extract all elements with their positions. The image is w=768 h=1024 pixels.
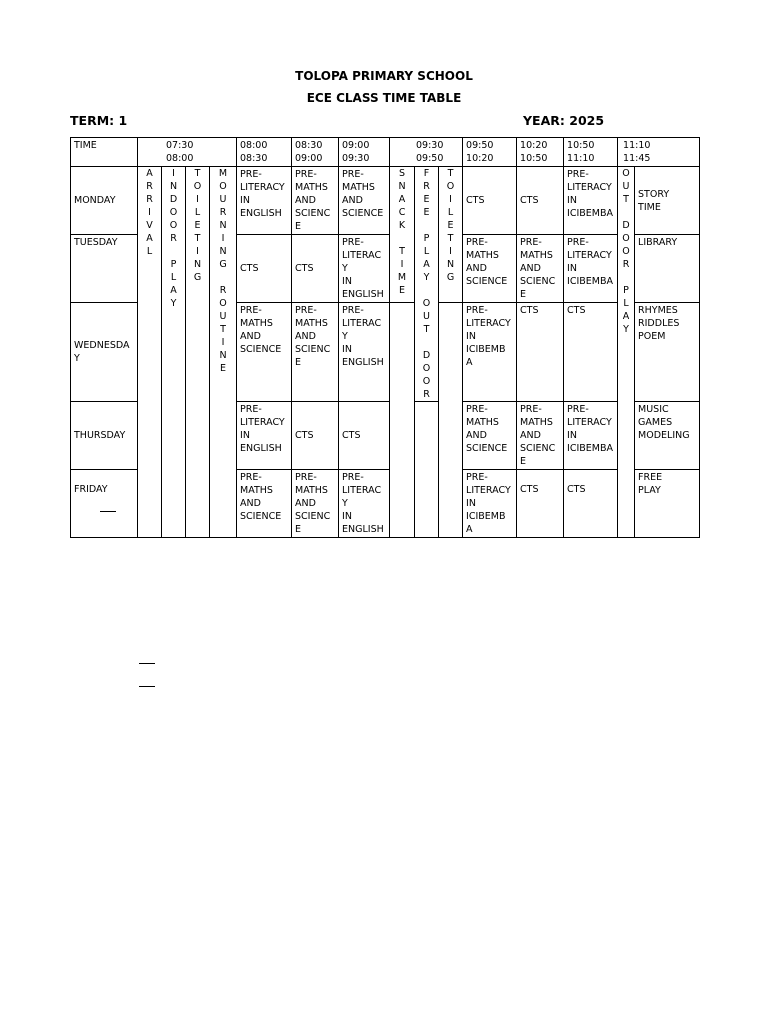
cell-line: AND [295, 195, 316, 206]
vertical-letter: N [193, 259, 202, 270]
friday-0830 [292, 470, 339, 538]
vertical-letter: M [397, 272, 407, 283]
vertical-letter: O [219, 298, 227, 309]
vertical-letter: L [194, 207, 201, 218]
school-name: TOLOPA PRIMARY SCHOOL [295, 69, 473, 83]
cell-line: CTS [342, 430, 361, 441]
vertical-letter: I [449, 246, 452, 257]
monday-1050 [564, 167, 618, 235]
cell-line: MATHS [342, 182, 375, 193]
cell-line: GAMES [638, 417, 673, 428]
wednesday-0800 [237, 303, 292, 402]
cell-line: SCIENC [295, 511, 331, 522]
cell-line: IN [240, 195, 250, 206]
cell-line: LITERACY [342, 485, 382, 509]
vertical-letter: T [194, 233, 201, 244]
cell-line: SCIENCE [520, 443, 556, 467]
monday-1020 [517, 167, 564, 235]
wednesday-1110 [635, 303, 700, 402]
cell-line: IN [342, 511, 352, 522]
vertical-letter: G [219, 259, 227, 270]
vertical-letter: I [449, 194, 452, 205]
vertical-letter: T [220, 324, 226, 335]
vertical-letter: N [219, 220, 227, 231]
vertical-letter: U [219, 311, 227, 322]
vertical-letter: A [398, 194, 406, 205]
vertical-letter: I [221, 233, 225, 244]
vertical-letter: A [146, 168, 153, 179]
vertical-letter: O [422, 298, 431, 309]
cell-line: SCIENCE [240, 344, 282, 355]
cell-line: AND [520, 263, 541, 274]
time-0900: 09:00 09:30 [339, 138, 390, 167]
cell-line: POEM [638, 331, 666, 342]
vertical-letter: E [194, 220, 201, 231]
cell-line: IN [466, 498, 476, 509]
cell-line: LITERACY [240, 182, 285, 193]
vertical-letter: P [623, 285, 629, 296]
vertical-letter: O [622, 168, 630, 179]
underline-mark-1 [100, 511, 116, 512]
time-0950: 09:50 10:20 [463, 138, 517, 167]
cell-line: SCIENCE [240, 511, 282, 522]
empty-cell-2 [439, 303, 463, 538]
cell-line: CTS [520, 484, 539, 495]
vertical-letter: A [170, 285, 177, 296]
vertical-letter: R [170, 233, 177, 244]
cell-line: ENGLISH [240, 443, 282, 454]
underline-mark-3 [139, 686, 155, 687]
thursday-0950 [463, 402, 517, 470]
vertical-letter: R [146, 181, 153, 192]
cell-line: IN [567, 430, 577, 441]
thursday-0900 [339, 402, 390, 470]
cell-line: ICIBEMB [466, 511, 506, 522]
cell-line: MATHS [466, 250, 499, 261]
vertical-letter: R [423, 181, 430, 192]
cell-line: PRE- [295, 169, 317, 180]
vertical-letter: O [446, 181, 455, 192]
cell-line: A [466, 524, 473, 535]
friday-0800 [237, 470, 292, 538]
cell-line: MATHS [240, 485, 273, 496]
cell-line: SCIENCE [466, 276, 508, 287]
vertical-letter: A [423, 259, 430, 270]
tuesday-0900 [339, 235, 390, 303]
cell-line: PRE- [295, 305, 317, 316]
cell-line: IN [342, 344, 352, 355]
vertical-letter: R [622, 259, 630, 270]
tuesday-0830 [292, 235, 339, 303]
cell-line: IN [466, 331, 476, 342]
vertical-letter: N [398, 181, 406, 192]
vertical-letter: T [623, 194, 629, 205]
vertical-letter: T [423, 324, 430, 335]
vertical-letter [415, 219, 438, 232]
vertical-letter: I [221, 337, 225, 348]
cell-line: PRE- [567, 237, 589, 248]
cell-line: IN [342, 276, 352, 287]
day-thursday: THURSDAY [71, 402, 138, 470]
cell-line: CTS [520, 195, 539, 206]
time-0930: 09:30 09:50 [390, 138, 463, 167]
cell-line: LITERACY [567, 250, 612, 261]
empty-cell-1 [390, 303, 415, 538]
cell-line: SCIENC [295, 208, 331, 219]
tuesday-0950 [463, 235, 517, 303]
day-wednesday: WEDNESDAY [71, 303, 138, 402]
vertical-letter: S [399, 168, 406, 179]
cell-line: IN [240, 430, 250, 441]
vertical-letter: R [423, 389, 430, 400]
vertical-letter [415, 284, 438, 297]
cell-line: MATHS [520, 417, 553, 428]
vertical-letter: L [146, 246, 153, 257]
vertical-letter: V [146, 220, 153, 231]
cell-line: ICIBEMB [466, 344, 506, 355]
vertical-letter: O [422, 376, 431, 387]
vertical-letter: D [422, 350, 431, 361]
cell-line: MATHS [295, 182, 328, 193]
cell-line: IN [567, 195, 577, 206]
vertical-letter: F [423, 168, 430, 179]
time-1110: 11:10 11:45 [618, 138, 700, 167]
vertical-letter: I [196, 246, 199, 257]
year-label: YEAR: 2025 [523, 113, 605, 128]
cell-line: RHYMES [638, 305, 678, 316]
wednesday-0900 [339, 303, 390, 402]
wednesday-1020 [517, 303, 564, 402]
vertical-letter: R [219, 207, 227, 218]
thursday-1020 [517, 402, 564, 470]
vertical-letter: Y [170, 298, 177, 309]
day-friday: FRIDAY [71, 470, 138, 538]
vertical-letter: I [196, 194, 199, 205]
empty-cell-3 [415, 402, 439, 538]
cell-line: PRE- [342, 237, 364, 248]
vertical-letter: I [172, 168, 175, 179]
cell-line: PRE- [520, 404, 542, 415]
cell-line: PRE- [342, 472, 364, 483]
vertical-letter: O [193, 181, 202, 192]
vertical-letter: O [169, 220, 178, 231]
time-1050: 10:50 11:10 [564, 138, 618, 167]
vertical-letter: E [399, 285, 406, 296]
vertical-letter: G [193, 272, 202, 283]
cell-line: MATHS [295, 318, 328, 329]
vertical-letter [618, 271, 634, 284]
tuesday-1050 [564, 235, 618, 303]
vertical-letter: N [169, 181, 178, 192]
vertical-letter [210, 271, 236, 284]
cell-line: PRE- [466, 472, 488, 483]
underline-mark-2 [139, 663, 155, 664]
cell-line: ENGLISH [342, 357, 384, 368]
thursday-0800 [237, 402, 292, 470]
vertical-letter: P [170, 259, 177, 270]
cell-line: LITERACY [240, 417, 285, 428]
out-door-play-column [618, 167, 635, 538]
cell-line: IN [567, 263, 577, 274]
cell-line: LITERACY [466, 318, 511, 329]
cell-line: LITERACY [342, 250, 382, 274]
cell-line: PRE- [567, 169, 589, 180]
vertical-letter: L [623, 298, 629, 309]
cell-line: SCIENCE [466, 443, 508, 454]
thursday-1050 [564, 402, 618, 470]
cell-line: FREE [638, 472, 663, 483]
cell-line: CTS [567, 484, 586, 495]
vertical-letter: O [622, 246, 630, 257]
cell-line: MATHS [240, 318, 273, 329]
cell-line: CTS [567, 305, 586, 316]
vertical-letter [390, 232, 414, 245]
arrival-column [138, 167, 162, 538]
vertical-letter: O [219, 181, 227, 192]
cell-line: ICIBEMBA [567, 276, 614, 287]
cell-line: E [295, 357, 302, 368]
cell-line: A [466, 357, 473, 368]
vertical-letter: I [400, 259, 404, 270]
cell-line: SCIENC [295, 344, 331, 355]
indoor-play-column [162, 167, 186, 538]
cell-line: PRE- [466, 237, 488, 248]
cell-line: PRE- [240, 305, 262, 316]
tuesday-1020 [517, 235, 564, 303]
cell-line: PRE- [240, 472, 262, 483]
tuesday-1110 [635, 235, 700, 303]
monday-1110 [635, 167, 700, 235]
vertical-letter [618, 206, 634, 219]
vertical-letter: E [220, 363, 227, 374]
cell-line: PRE- [240, 404, 262, 415]
cell-line: PRE- [342, 169, 364, 180]
cell-line: RIDDLES [638, 318, 680, 329]
wednesday-1050 [564, 303, 618, 402]
cell-line: SCIENCE [520, 276, 556, 300]
vertical-letter [415, 336, 438, 349]
cell-line: PRE- [240, 169, 262, 180]
vertical-letter: U [423, 311, 430, 322]
vertical-letter: A [622, 311, 630, 322]
day-monday: MONDAY [71, 167, 138, 235]
term-label: TERM: 1 [70, 113, 128, 128]
cell-line: AND [240, 498, 261, 509]
vertical-letter: E [447, 220, 454, 231]
cell-line: E [295, 221, 302, 232]
cell-line: ENGLISH [240, 208, 282, 219]
cell-line: PLAY [638, 485, 661, 496]
vertical-letter: T [447, 233, 454, 244]
cell-line: MODELING [638, 430, 690, 441]
mourning-routine-column [210, 167, 237, 538]
vertical-letter: A [146, 233, 153, 244]
friday-1110 [635, 470, 700, 538]
cell-line: ENGLISH [342, 289, 384, 300]
toileting-column-2 [439, 167, 463, 303]
time-0730: 07:30 08:00 [138, 138, 237, 167]
vertical-letter: Y [623, 324, 629, 335]
vertical-letter: G [446, 272, 455, 283]
cell-line: LITERACY [567, 182, 612, 193]
cell-line: LITERACY [466, 485, 511, 496]
cell-line: PRE- [567, 404, 589, 415]
day-row-monday [71, 167, 700, 235]
free-play-out-door-column [415, 167, 439, 402]
vertical-letter: O [169, 207, 178, 218]
vertical-letter: L [447, 207, 454, 218]
time-row [71, 138, 700, 167]
toileting-column-1 [186, 167, 210, 538]
cell-line: PRE- [520, 237, 542, 248]
vertical-letter: Y [423, 272, 430, 283]
day-tuesday: TUESDAY [71, 235, 138, 303]
vertical-letter: U [219, 194, 227, 205]
monday-0830 [292, 167, 339, 235]
cell-line: MATHS [520, 250, 553, 261]
monday-0900 [339, 167, 390, 235]
cell-line: E [295, 524, 302, 535]
friday-0950 [463, 470, 517, 538]
cell-line: AND [240, 331, 261, 342]
vertical-letter: N [219, 350, 227, 361]
cell-line: LITERACY [567, 417, 612, 428]
vertical-letter: U [622, 181, 630, 192]
vertical-letter: C [398, 207, 406, 218]
cell-line: CTS [295, 430, 314, 441]
vertical-letter: R [219, 285, 227, 296]
cell-line: CTS [240, 263, 259, 274]
vertical-letter: T [447, 168, 454, 179]
cell-line: PRE- [295, 472, 317, 483]
time-1020: 10:20 10:50 [517, 138, 564, 167]
cell-line: AND [342, 195, 363, 206]
time-0800: 08:00 08:30 [237, 138, 292, 167]
cell-line: LITERACY [342, 318, 382, 342]
friday-1050 [564, 470, 618, 538]
cell-line: PRE- [466, 305, 488, 316]
vertical-letter [162, 245, 185, 258]
cell-line: STORY [638, 188, 670, 200]
vertical-letter: P [423, 233, 430, 244]
vertical-letter: I [148, 207, 151, 218]
cell-line: AND [295, 331, 316, 342]
vertical-letter: D [622, 220, 630, 231]
vertical-letter: L [423, 246, 430, 257]
cell-line: PRE- [466, 404, 488, 415]
timetable [70, 137, 700, 538]
cell-line: MUSIC [638, 404, 669, 415]
cell-line: MATHS [466, 417, 499, 428]
friday-0900 [339, 470, 390, 538]
cell-line: MATHS [295, 485, 328, 496]
cell-line: AND [295, 498, 316, 509]
cell-line: AND [520, 430, 541, 441]
cell-line: LIBRARY [638, 237, 678, 248]
cell-line: CTS [295, 263, 314, 274]
vertical-letter: N [219, 246, 227, 257]
cell-line: AND [466, 263, 487, 274]
friday-1020 [517, 470, 564, 538]
cell-line: ICIBEMBA [567, 208, 614, 219]
wednesday-0950 [463, 303, 517, 402]
cell-line: AND [466, 430, 487, 441]
snack-time-column [390, 167, 415, 303]
vertical-letter: T [194, 168, 201, 179]
cell-line: SCIENCE [342, 208, 384, 219]
monday-0950 [463, 167, 517, 235]
vertical-letter: R [146, 194, 153, 205]
vertical-letter: N [446, 259, 455, 270]
cell-line: TIME [638, 201, 661, 213]
time-0830: 08:30 09:00 [292, 138, 339, 167]
cell-line: ICIBEMBA [567, 443, 614, 454]
wednesday-0830 [292, 303, 339, 402]
vertical-letter: O [422, 363, 431, 374]
time-header: TIME [71, 138, 138, 167]
cell-line: ENGLISH [342, 524, 384, 535]
vertical-letter: E [423, 207, 430, 218]
timetable-title: ECE CLASS TIME TABLE [306, 91, 462, 105]
thursday-1110 [635, 402, 700, 470]
vertical-letter: K [398, 220, 406, 231]
vertical-letter: D [169, 194, 178, 205]
vertical-letter: T [399, 246, 405, 257]
monday-0800 [237, 167, 292, 235]
cell-line: CTS [520, 305, 539, 316]
cell-line: PRE- [342, 305, 364, 316]
vertical-letter: E [423, 194, 430, 205]
vertical-letter: L [170, 272, 177, 283]
cell-line: CTS [466, 195, 485, 206]
vertical-letter: O [622, 233, 630, 244]
tuesday-0800 [237, 235, 292, 303]
thursday-0830 [292, 402, 339, 470]
vertical-letter: M [218, 168, 228, 179]
